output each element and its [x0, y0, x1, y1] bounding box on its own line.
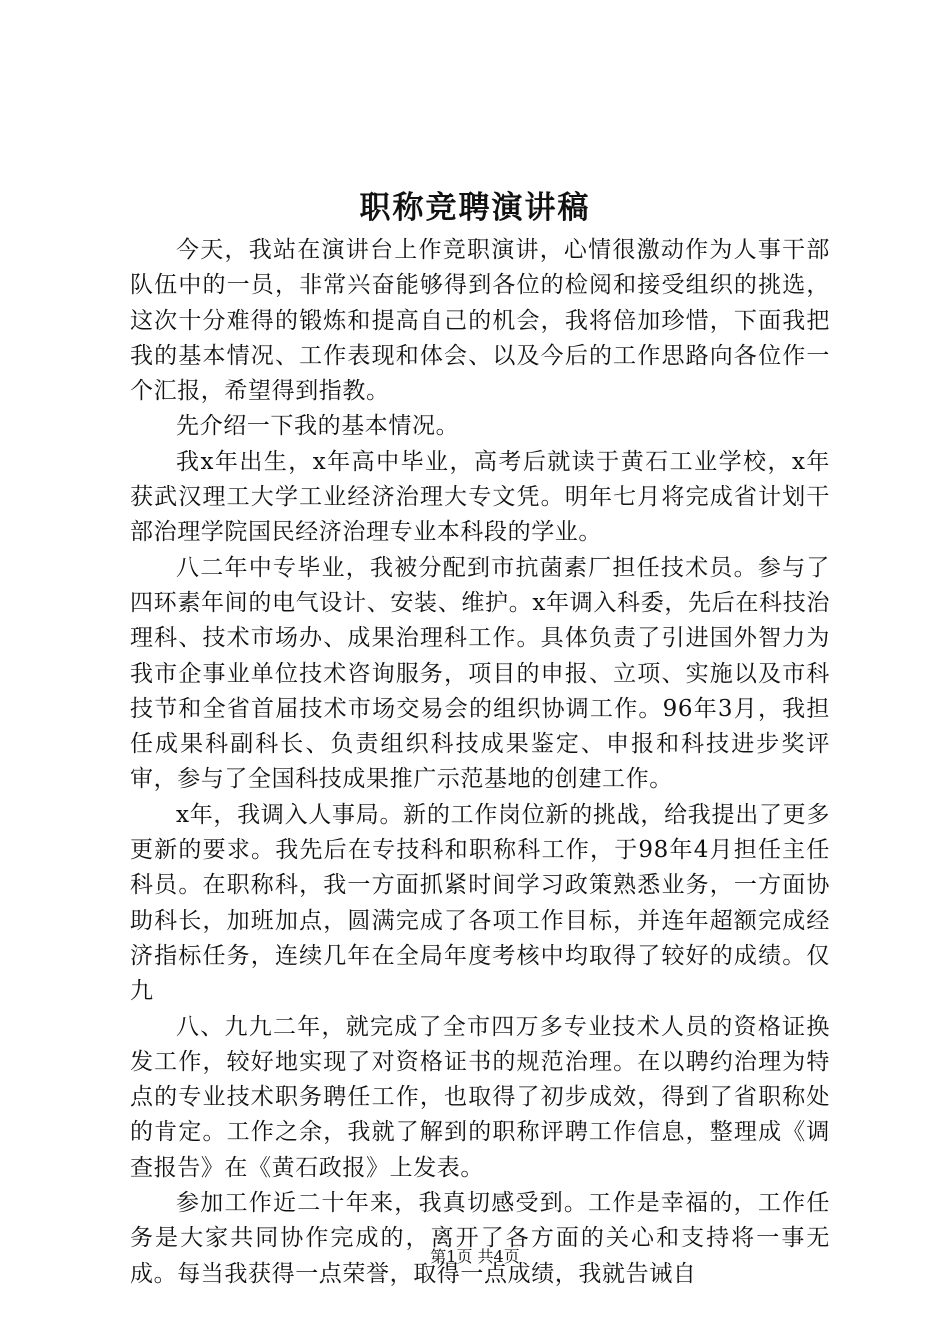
paragraph: x年，我调入人事局。新的工作岗位新的挑战，给我提出了更多更新的要求。我先后在专技科和职称科工作，于98年4月担任主任科员。在职称科，我一方面抓紧时间学习政策熟悉业务，一方面协助科长，加班加点，圆满完成了各项工作目标，并连年超额完成经济指标任务，连续几年在全局年度考核中均取得了较好的成绩。仅九 — [130, 801, 830, 1005]
document-title: 职称竞聘演讲稿 — [359, 190, 591, 226]
paragraph: 今天，我站在演讲台上作竞职演讲，心情很激动作为人事干部队伍中的一员，非常兴奋能够得到各位的检阅和接受组织的挑选，这次十分难得的锻炼和提高自己的机会，我将倍加珍惜，下面我把我的基本情况、工作表现和体会、以及今后的工作思路向各位作一个汇报，希望得到指教。 — [130, 237, 830, 405]
paragraph: 先介绍一下我的基本情况。 — [176, 413, 460, 440]
paragraph: 八、九九二年，就完成了全市四万多专业技术人员的资格证换发工作，较好地实现了对资格证书的规范治理。在以聘约治理为特点的专业技术职务聘任工作，也取得了初步成效，得到了省职称处的肯定。工作之余，我就了解到的职称评聘工作信息，整理成《调查报告》在《黄石政报》上发表。 — [130, 1013, 830, 1181]
paragraph: 参加工作近二十年来，我真切感受到。工作是幸福的，工作任务是大家共同协作完成的，离开了各方面的关心和支持将一事无成。每当我获得一点荣誉，取得一点成绩，我就告诫自 — [130, 1190, 830, 1287]
page-number-footer: 第1页 共4页 — [430, 1247, 520, 1266]
document-body — [130, 233, 830, 1292]
paragraph: 八二年中专毕业，我被分配到市抗菌素厂担任技术员。参与了四环素年间的电气设计、安装、维护。x年调入科委，先后在科技治理科、技术市场办、成果治理科工作。具体负责了引进国外智力为我市企事业单位技术咨询服务，项目的申报、立项、实施以及市科技节和全省首届技术市场交易会的组织协调工作。96年3月，我担任成果科副科长、负责组织科技成果鉴定、申报和科技进步奖评审，参与了全国科技成果推广示范基地的创建工作。 — [130, 554, 830, 793]
paragraph: 我x年出生，x年高中毕业，高考后就读于黄石工业学校，x年获武汉理工大学工业经济治理大专文凭。明年七月将完成省计划干部治理学院国民经济治理专业本科段的学业。 — [130, 448, 830, 546]
